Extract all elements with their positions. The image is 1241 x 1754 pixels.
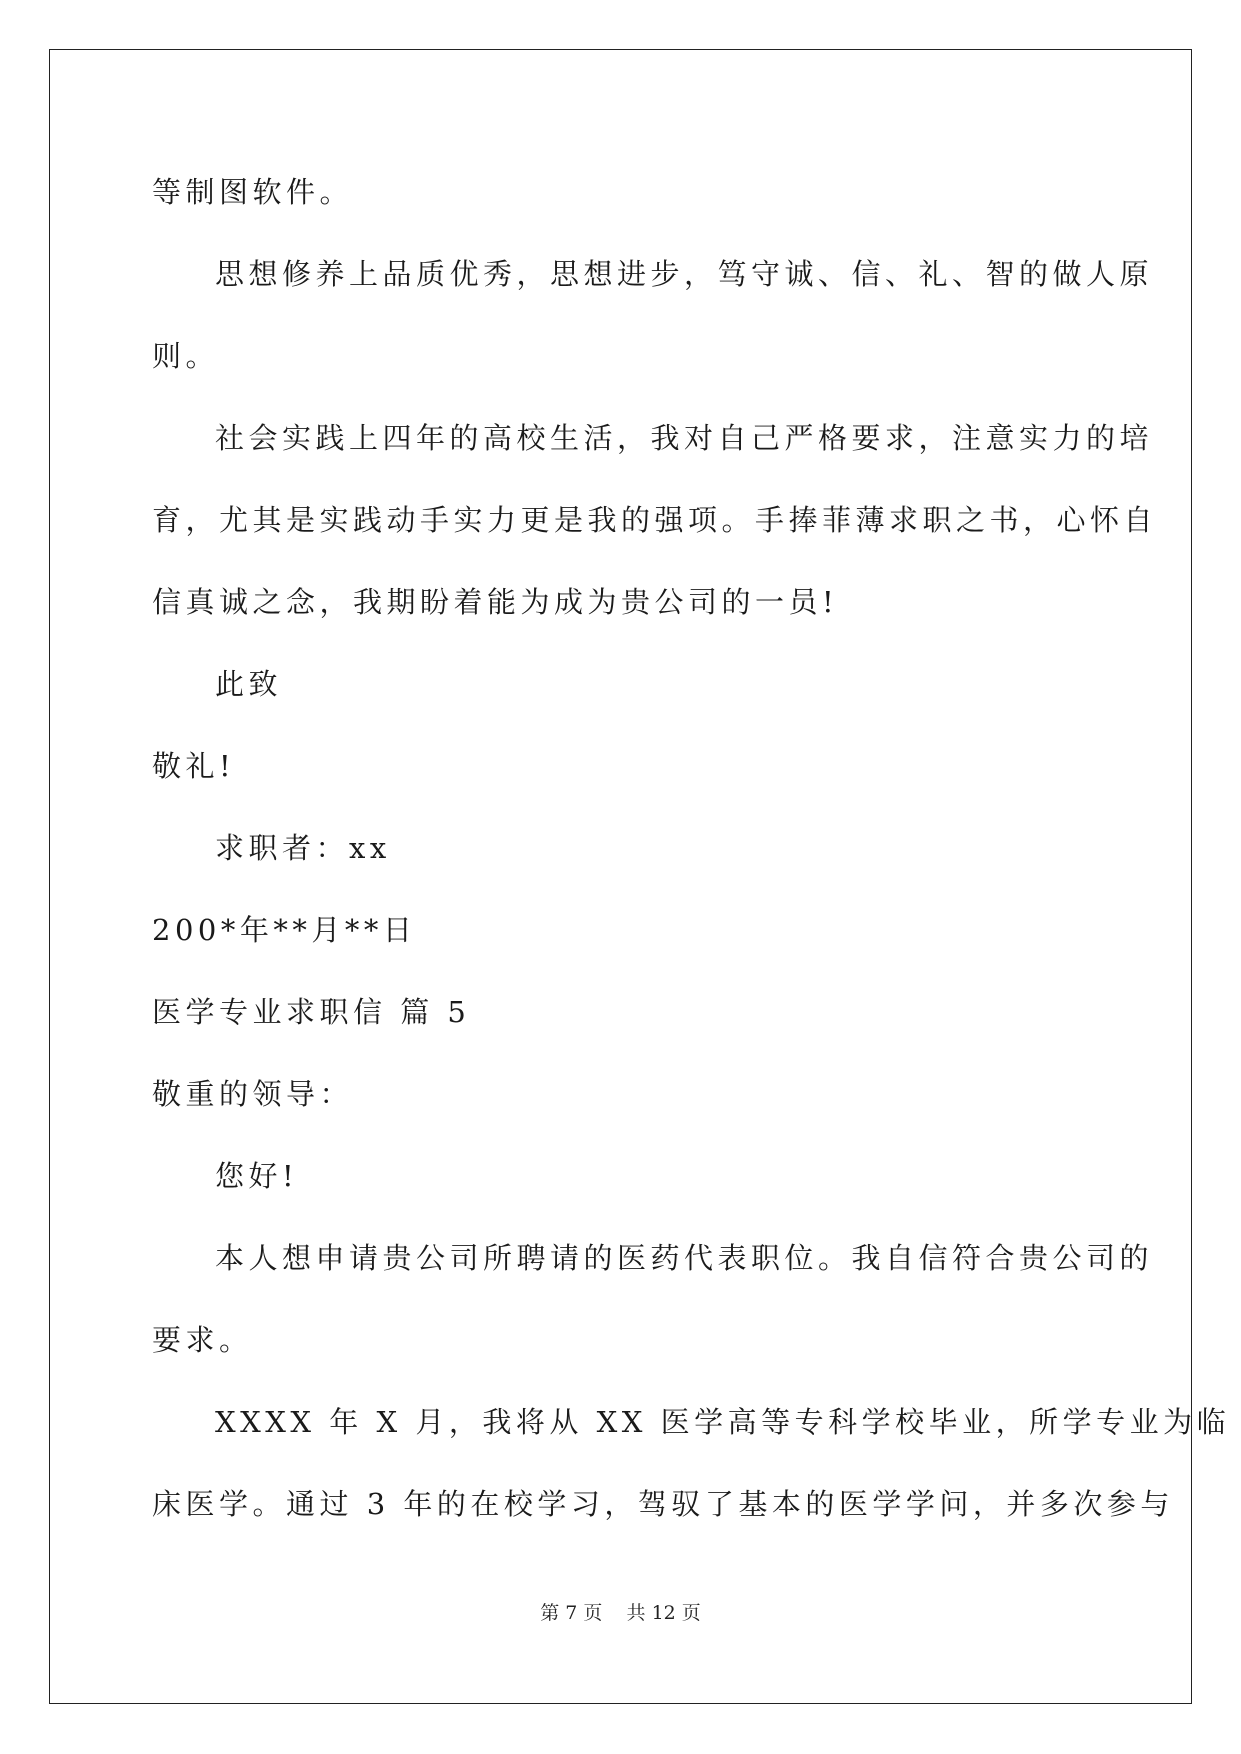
paragraph-line: 社会实践上四年的高校生活，我对自己严格要求，注意实力的培 [215, 421, 1154, 455]
page-total: 共 12 页 [626, 1602, 701, 1624]
text-line: 信真诚之念，我期盼着能为成为贵公司的一员! [152, 585, 839, 619]
date-line: 200*年**月**日 [152, 913, 417, 947]
paragraph-line: XXXX 年 X 月，我将从 XX 医学高等专科学校毕业，所学专业为临 [215, 1405, 1231, 1439]
greeting-line: 敬重的领导： [152, 1077, 354, 1111]
closing-salutation: 此致 [215, 667, 283, 701]
text-line: 则。 [152, 339, 220, 373]
page-footer [0, 1601, 1241, 1625]
text-line: 床医学。通过 3 年的在校学习，驾驭了基本的医学学问，并多次参与 [152, 1487, 1174, 1521]
signature-line: 求职者：xx [215, 831, 391, 865]
greeting-hello: 您好! [215, 1159, 299, 1193]
section-title: 医学专业求职信 篇 5 [152, 995, 471, 1029]
paragraph-line: 本人想申请贵公司所聘请的医药代表职位。我自信符合贵公司的 [215, 1241, 1154, 1275]
paragraph-line: 思想修养上品质优秀，思想进步，笃守诚、信、礼、智的做人原 [215, 257, 1154, 291]
text-line: 要求。 [152, 1323, 253, 1357]
text-line: 育，尤其是实践动手实力更是我的强项。手捧菲薄求职之书，心怀自 [152, 503, 1158, 537]
text-line: 等制图软件。 [152, 175, 354, 209]
page-number: 第 7 页 [540, 1602, 603, 1624]
page-border [49, 49, 1192, 1704]
closing-regards: 敬礼! [152, 749, 236, 783]
